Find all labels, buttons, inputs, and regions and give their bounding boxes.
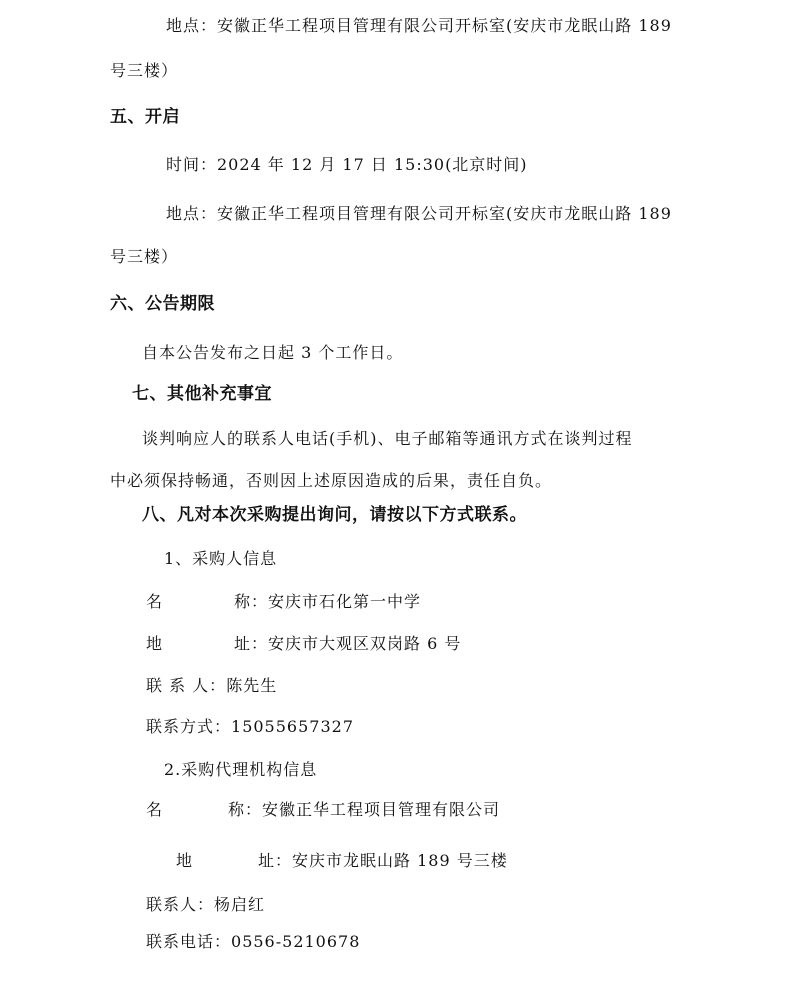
agency-name-label-b: 称： bbox=[228, 800, 263, 819]
agency-name-row bbox=[146, 800, 500, 820]
section-heading-opening: 五、开启 bbox=[110, 107, 180, 127]
purchaser-phone-value: 15055657327 bbox=[231, 717, 354, 736]
location-line-1: 地点：安徽正华工程项目管理有限公司开标室(安庆市龙眠山路 189 bbox=[166, 16, 672, 35]
other-matters-line-1: 谈判响应人的联系人电话(手机)、电子邮箱等通讯方式在谈判过程 bbox=[142, 429, 633, 448]
agency-name-value: 安徽正华工程项目管理有限公司 bbox=[262, 800, 501, 819]
opening-time-line: 时间：2024 年 12 月 17 日 15:30(北京时间) bbox=[166, 155, 528, 174]
location-line-2: 地点：安徽正华工程项目管理有限公司开标室(安庆市龙眠山路 189 bbox=[166, 204, 672, 223]
purchaser-info-heading: 1、采购人信息 bbox=[164, 549, 278, 568]
agency-contact-row bbox=[146, 895, 265, 915]
agency-address-row bbox=[176, 851, 508, 871]
location-line-2-cont: 号三楼） bbox=[110, 247, 179, 266]
purchaser-contact-row bbox=[146, 676, 277, 696]
purchaser-address-row bbox=[146, 634, 461, 654]
agency-phone-value: 0556-5210678 bbox=[231, 932, 361, 951]
agency-address-label-a: 地 bbox=[176, 851, 194, 870]
section-heading-contact: 八、凡对本次采购提出询问，请按以下方式联系。 bbox=[142, 505, 527, 525]
agency-info-heading: 2.采购代理机构信息 bbox=[164, 760, 318, 779]
purchaser-name-label-b: 称： bbox=[234, 592, 269, 611]
section-heading-other-matters: 七、其他补充事宜 bbox=[132, 384, 272, 404]
purchaser-name-label-a: 名 bbox=[146, 592, 164, 611]
agency-contact-label: 联系人： bbox=[146, 895, 215, 914]
other-matters-line-2: 中必须保持畅通，否则因上述原因造成的后果，责任自负。 bbox=[110, 471, 553, 490]
agency-contact-value: 杨启红 bbox=[214, 895, 266, 914]
announcement-period-text: 自本公告发布之日起 3 个工作日。 bbox=[142, 343, 404, 362]
agency-address-value: 安庆市龙眠山路 189 号三楼 bbox=[292, 851, 508, 870]
purchaser-address-value: 安庆市大观区双岗路 6 号 bbox=[268, 634, 462, 653]
section-heading-announcement-period: 六、公告期限 bbox=[110, 294, 215, 314]
agency-name-label-a: 名 bbox=[146, 800, 164, 819]
purchaser-address-label-a: 地 bbox=[146, 634, 164, 653]
purchaser-name-value: 安庆市石化第一中学 bbox=[268, 592, 422, 611]
agency-phone-row bbox=[146, 932, 360, 952]
agency-address-label-b: 址： bbox=[258, 851, 293, 870]
location-line-1-cont: 号三楼） bbox=[110, 61, 179, 80]
purchaser-contact-label: 联 系 人： bbox=[146, 676, 227, 695]
purchaser-address-label-b: 址： bbox=[234, 634, 269, 653]
agency-phone-label: 联系电话： bbox=[146, 932, 232, 951]
purchaser-phone-row bbox=[146, 717, 354, 737]
purchaser-phone-label: 联系方式： bbox=[146, 717, 232, 736]
purchaser-contact-value: 陈先生 bbox=[226, 676, 278, 695]
purchaser-name-row bbox=[146, 592, 421, 612]
